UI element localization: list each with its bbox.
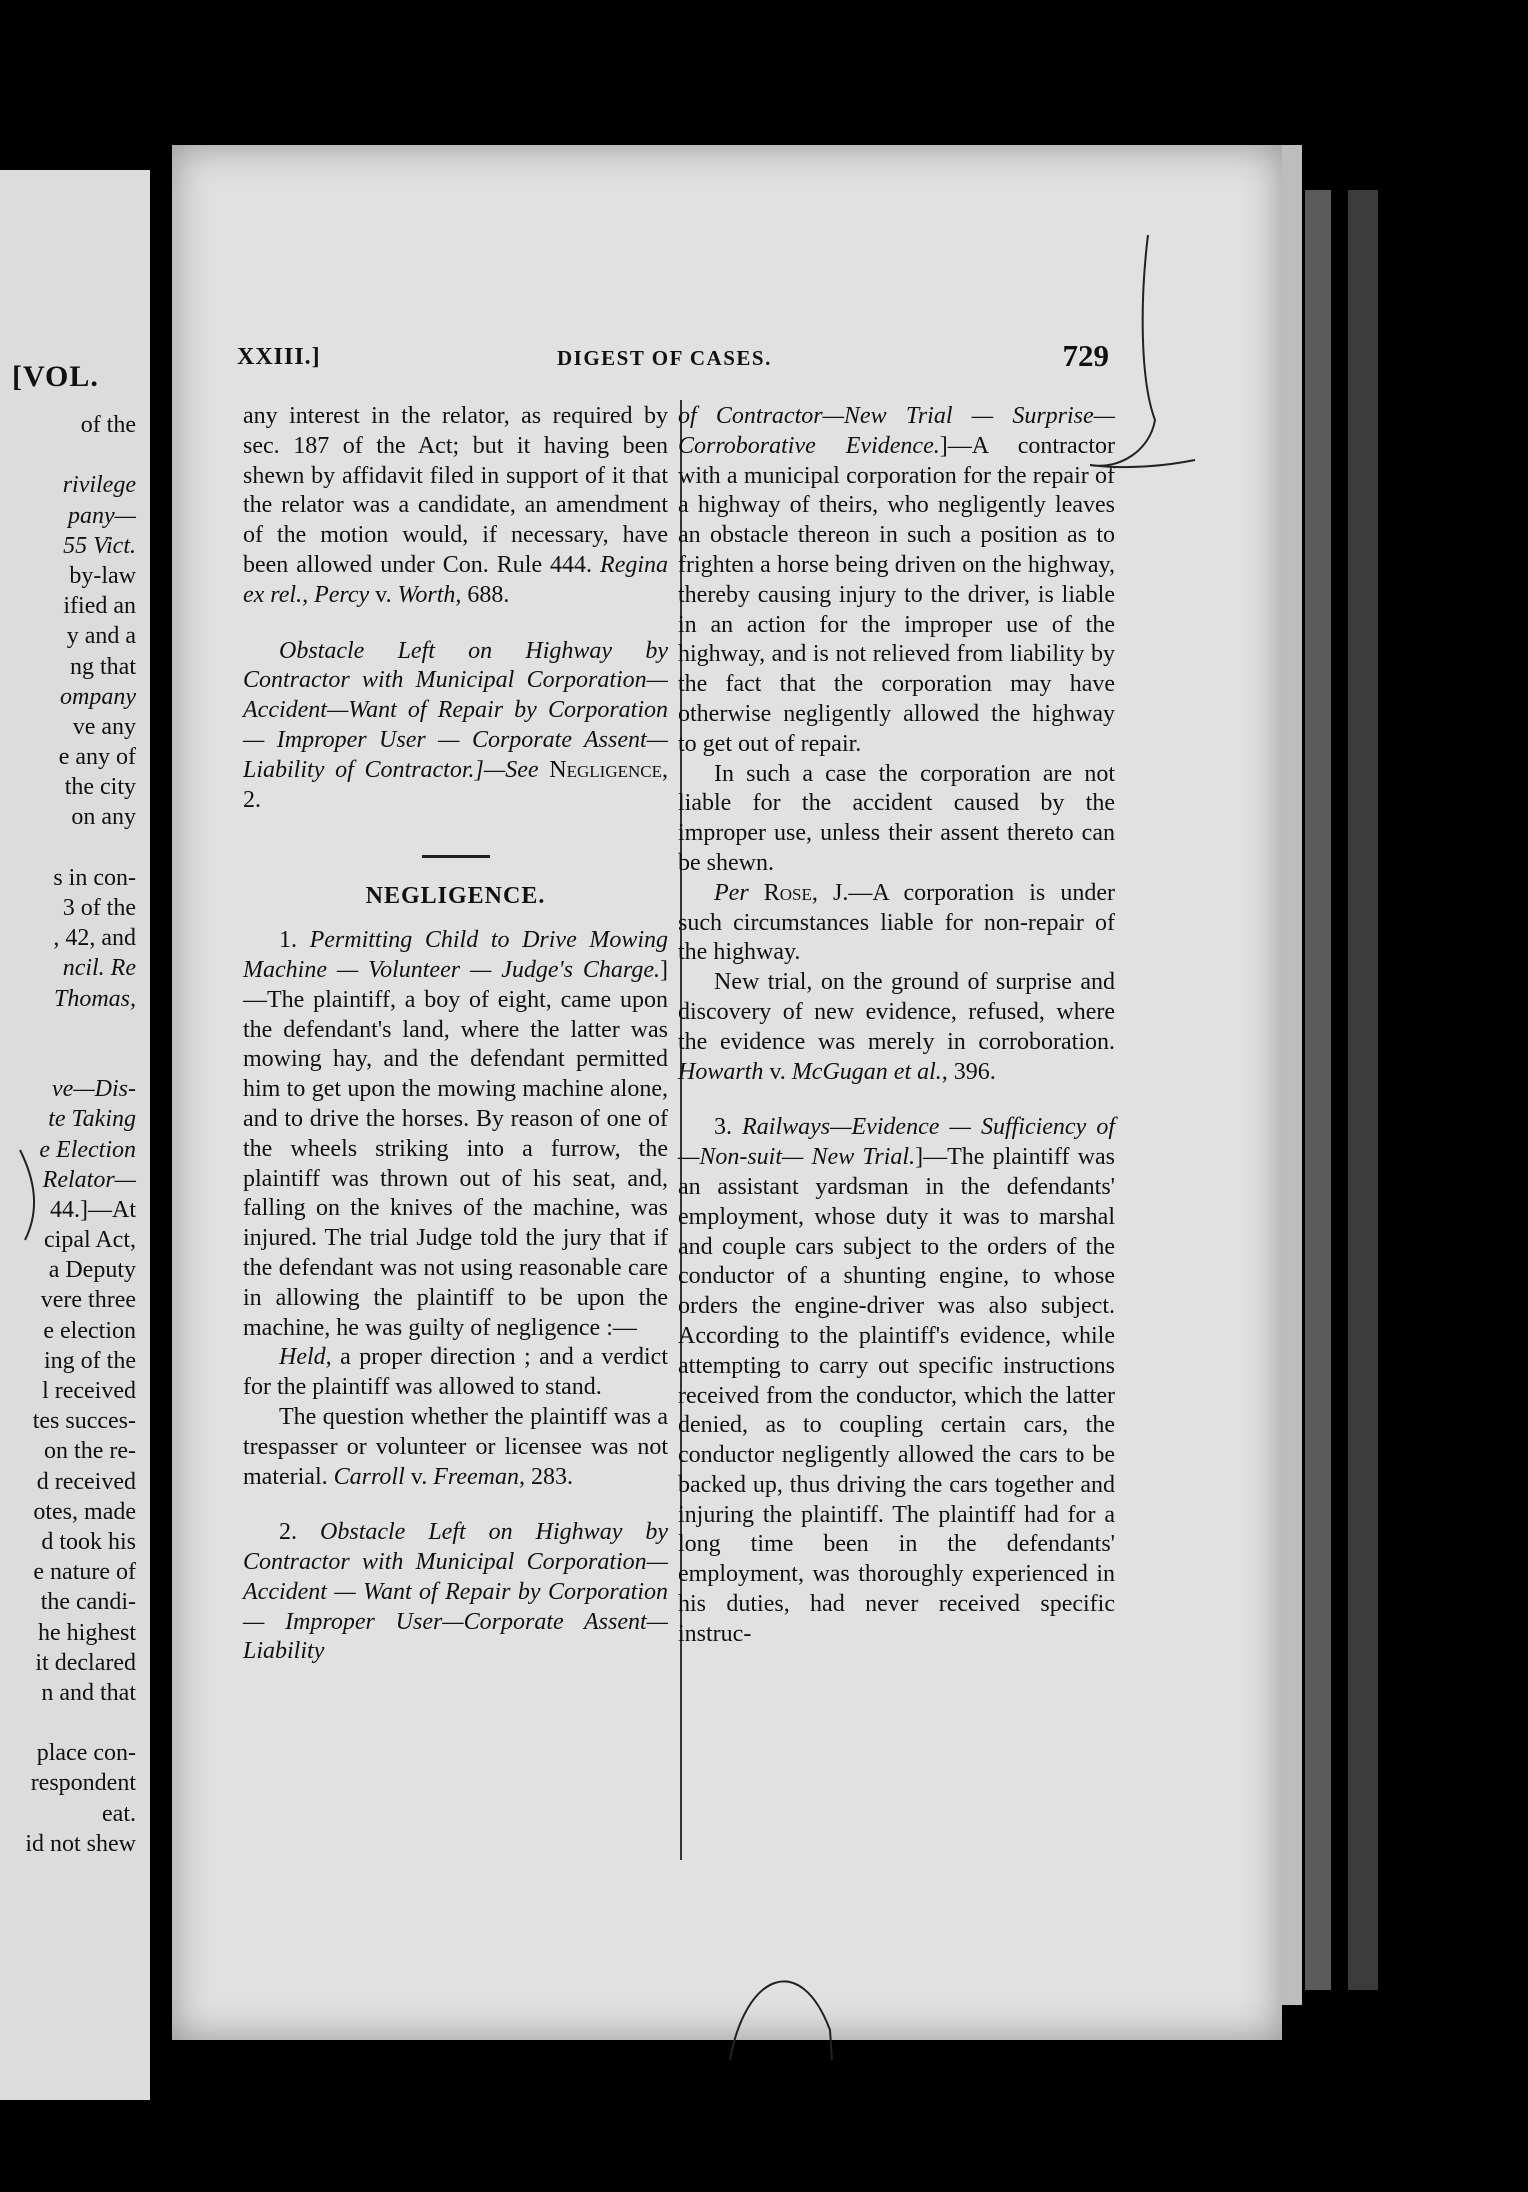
- previous-page-line: e nature of: [33, 1559, 136, 1586]
- case-entry-3: 3. Railways—Evidence — Sufficiency of—Non-suit— New Trial.]—The plaintiff was an assistant yardsman in the defendants' employment, whose duty it was to marshal and couple cars subject to the orders of the conductor of a shunting engine, to whose orders the engine-driver was also subject. According to the plaintiff's evidence, while attempting to carry out specific instructions received from the conductor, which the latter denied, as to coupling certain cars, the conductor negligently allowed the cars to be backed up, thus driving the cars together and injuring the plaintiff. The plaintiff had for a long time been in the defendants' employment, was thoroughly experienced in his duties, had never received specific instruc-: [678, 1114, 1115, 1647]
- previous-page-line: y and a: [66, 623, 136, 650]
- previous-page-line: cipal Act,: [44, 1227, 136, 1254]
- volume-label: XXIII.]: [237, 344, 321, 370]
- previous-page-line: ng that: [70, 653, 136, 680]
- previous-page-line: the candi-: [40, 1589, 136, 1616]
- previous-page-line: te Taking: [48, 1106, 136, 1133]
- book-spine-shadow: [1348, 190, 1378, 1990]
- previous-page-line: 3 of the: [62, 895, 136, 921]
- previous-page-line: [0, 440, 136, 470]
- previous-page-line: pany—: [68, 502, 136, 529]
- previous-page-line: respondent: [30, 1770, 136, 1797]
- previous-page-line: place con-: [36, 1740, 136, 1767]
- previous-page-line: ncil. Re: [62, 955, 136, 982]
- previous-page-line: on the re-: [44, 1438, 136, 1465]
- previous-page-line: n and that: [41, 1679, 136, 1706]
- page-number: 729: [1062, 338, 1109, 373]
- previous-page-line: d received: [36, 1468, 136, 1495]
- previous-page-line: id not shew: [25, 1830, 136, 1857]
- previous-page-fragment: [0, 170, 150, 2100]
- previous-page-line: otes, made: [33, 1498, 136, 1525]
- previous-page-line: the city: [64, 774, 136, 801]
- previous-page-line: it declared: [35, 1649, 136, 1676]
- previous-page-line: on any: [71, 804, 136, 831]
- page-edge: [1282, 145, 1302, 2005]
- previous-page-line: tes succes-: [32, 1408, 136, 1435]
- previous-page-line: of the: [80, 412, 136, 438]
- section-separator: [422, 855, 490, 858]
- previous-page-line: vere three: [40, 1287, 136, 1314]
- case-entry-2: of Contractor—New Trial — Surprise— Corroborative Evidence.]—A contractor with a municipal corporation for the repair of a highway of theirs, who negligently leaves an obstacle thereon in such a position as to frighten a horse being driven on the highway, thereby causing injury to the driver, is liable in an action for the improper use of the highway, and is not relieved from liability by the fact that the corporation may have otherwise negligently allowed the highway to get out of repair.: [678, 403, 1115, 757]
- previous-page-line: ompany: [60, 683, 136, 710]
- previous-page-line: rivilege: [62, 472, 136, 499]
- section-heading: NEGLIGENCE.: [365, 883, 546, 910]
- case-1-holding: Held, a proper direction ; and a verdict for the plaintiff was allowed to stand.: [243, 1344, 668, 1401]
- previous-page-text: [0, 410, 136, 1859]
- previous-page-line: 44.]—At: [50, 1196, 136, 1223]
- previous-page-line: , 42, and: [53, 925, 136, 952]
- right-column: [678, 402, 1115, 1650]
- previous-page-line: 55 Vict.: [63, 532, 136, 559]
- previous-page-line: e any of: [58, 744, 136, 771]
- previous-page-line: ve—Dis-: [52, 1076, 136, 1103]
- page-title: DIGEST OF CASES.: [557, 346, 772, 370]
- previous-page-line: [0, 833, 136, 863]
- case-entry-2-head: 2. Obstacle Left on Highway by Contractor with Municipal Corporation—Accident — Want of Repair by Corporation — Improper User—Corporate Assent— Liability: [243, 1519, 669, 1665]
- previous-page-line: l received: [42, 1378, 136, 1404]
- previous-page-line: Thomas,: [53, 985, 136, 1012]
- case-2-note: In such a case the corporation are not liable for the accident caused by the improper use, unless their assent thereto can be shewn.: [678, 760, 1115, 876]
- previous-page-line: eat.: [102, 1800, 136, 1827]
- previous-page-line: Relator—: [42, 1166, 136, 1193]
- case-continuation: any interest in the relator, as required by sec. 187 of the Act; but it having been shewn by affidavit filed in support of it that the relator was a candidate, an amendment of the motion would, if necessary, have been allowed under Con. Rule 444. Regina ex rel., Percy v. Worth, 688.: [243, 403, 669, 608]
- left-column: [243, 402, 668, 1667]
- cross-reference-link[interactable]: Negligence: [549, 756, 662, 783]
- previous-page-header: [VOL.: [12, 360, 99, 393]
- previous-page-line: e Election: [39, 1136, 136, 1163]
- running-head: [237, 338, 1107, 378]
- previous-page-line: ified an: [63, 593, 136, 620]
- previous-page-line: ve any: [72, 713, 136, 740]
- case-2-new-trial: New trial, on the ground of surprise and discovery of new evidence, refused, where the evidence was merely in corroboration. Howarth v. McGugan et al., 396.: [678, 969, 1115, 1085]
- case-2-opinion: Per Rose, J.—A corporation is under such circumstances liable for non-repair of the highway.: [678, 879, 1116, 966]
- previous-page-line: [0, 1014, 136, 1044]
- previous-page-line: d took his: [41, 1528, 136, 1555]
- case-entry-1: 1. Permitting Child to Drive Mowing Machine — Volunteer — Judge's Charge.]—The plaintiff, a boy of eight, came upon the defendant's land, where the latter was mowing hay, and the defendant permitted him to get upon the mowing machine alone, and to drive the horses. By reason of one of the wheels striking into a furrow, the plaintiff was thrown out of his seat, and, falling on the knives of the machine, was injured. The trial Judge told the jury that if the defendant was not using reasonable care in allowing the plaintiff to be upon the machine, he was guilty of negligence :—: [243, 927, 669, 1341]
- case-1-note: The question whether the plaintiff was a trespasser or volunteer or licensee was not material. Carroll v. Freeman, 283.: [243, 1403, 668, 1490]
- cross-reference: Obstacle Left on Highway by Contractor with Municipal Corporation—Accident—Want of Repair by Corporation — Improper User — Corporate Assent—Liability of Contractor.]—See Negligence, 2.: [243, 637, 668, 813]
- previous-page-line: [0, 1708, 136, 1738]
- previous-page-line: e election: [43, 1317, 136, 1344]
- previous-page-line: s in con-: [53, 864, 136, 891]
- book-spine: [1305, 190, 1331, 1990]
- previous-page-line: ing of the: [44, 1347, 136, 1374]
- previous-page-line: by-law: [69, 562, 136, 589]
- previous-page-line: he highest: [38, 1619, 136, 1646]
- previous-page-line: [0, 1044, 136, 1074]
- previous-page-line: a Deputy: [48, 1257, 136, 1284]
